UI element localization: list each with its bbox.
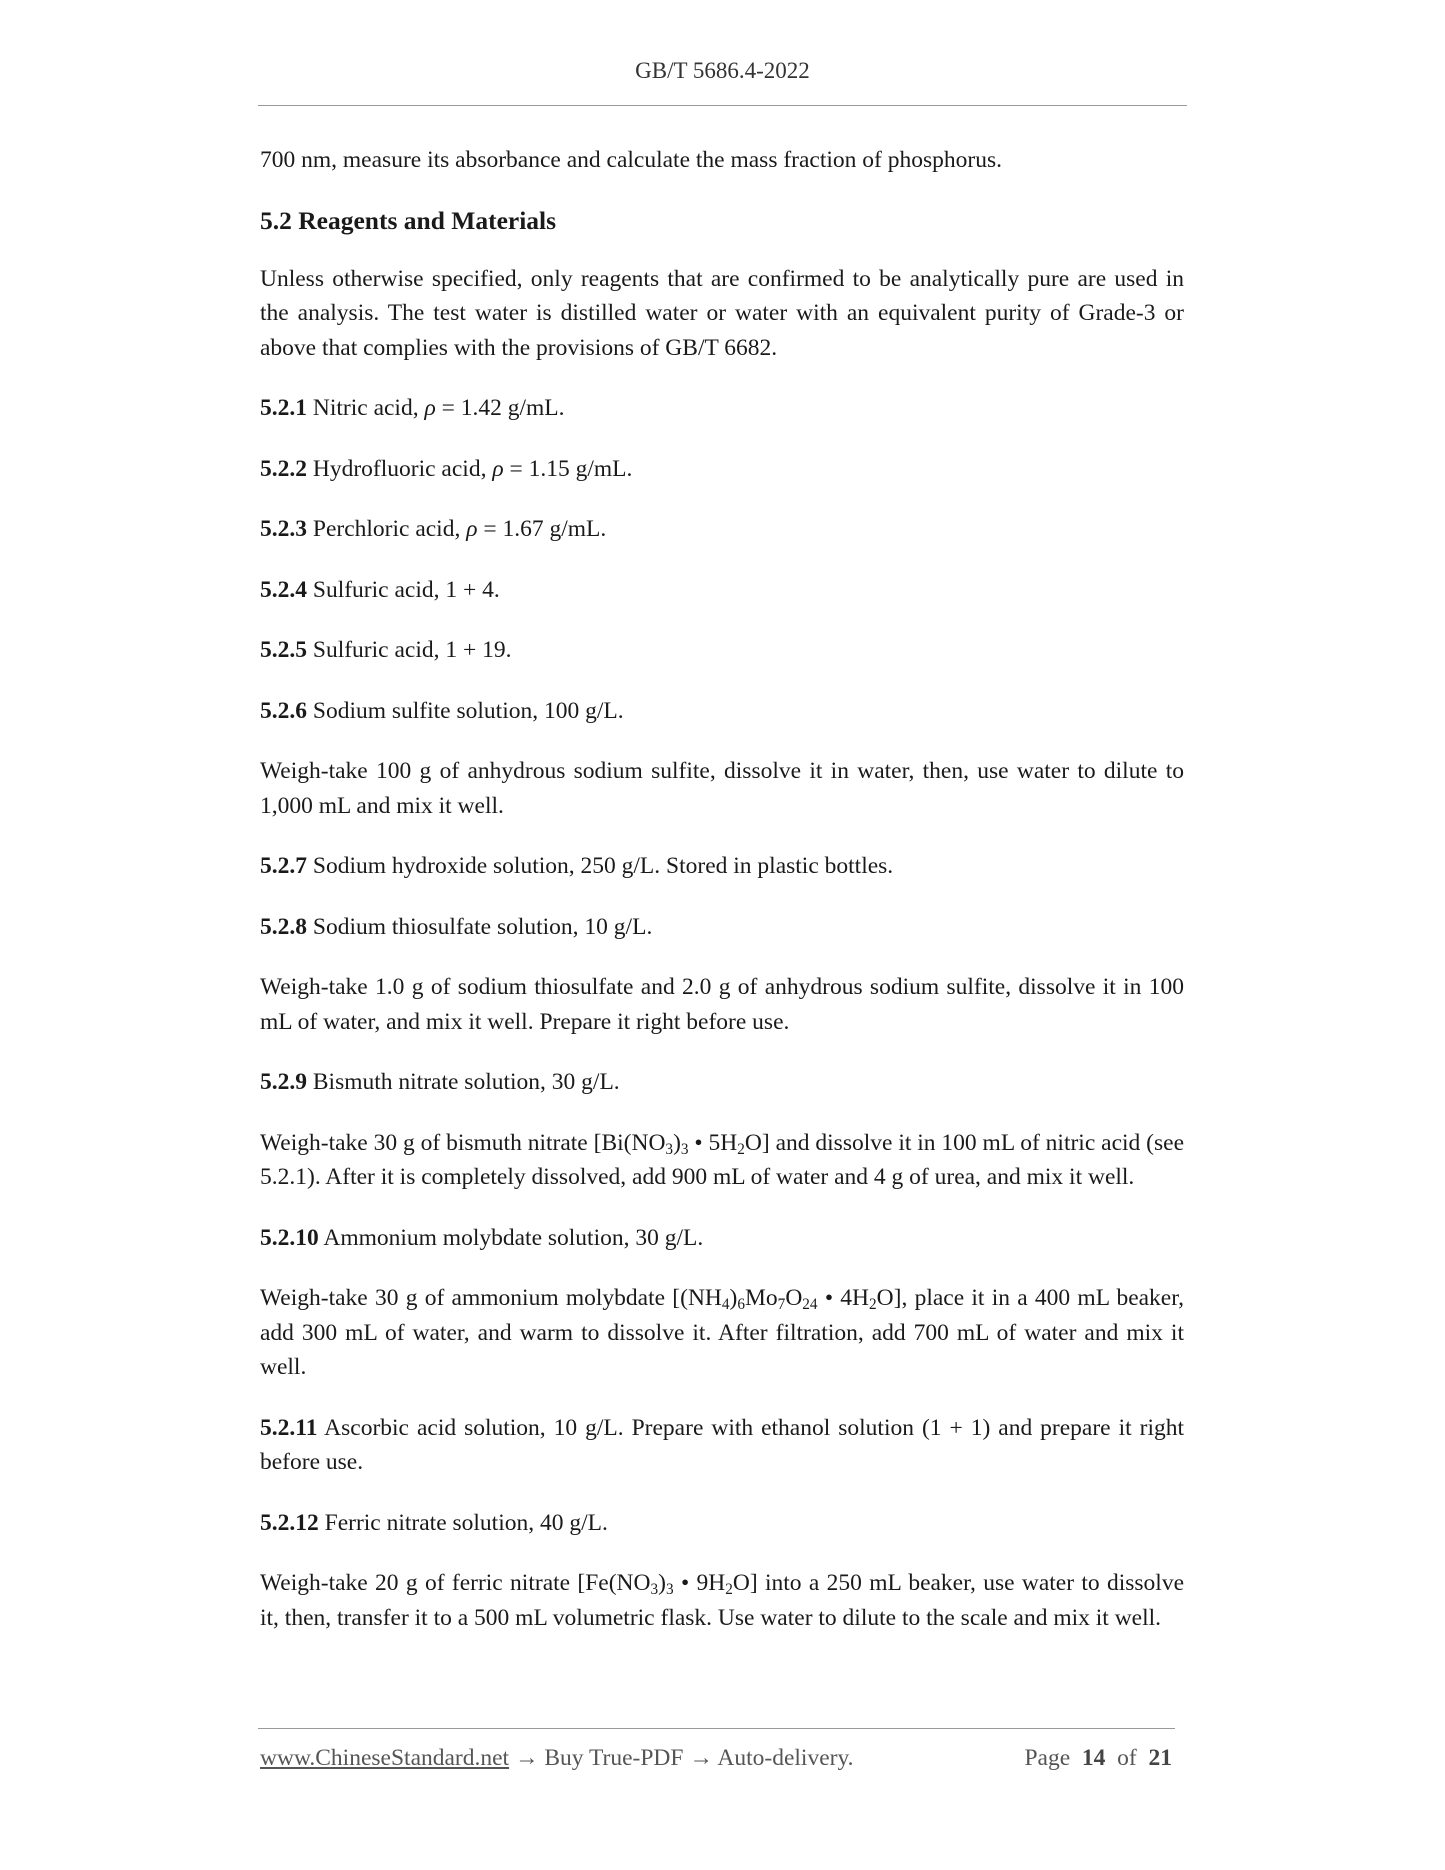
item-number: 5.2.7 [260, 853, 307, 879]
footer-tagline: → Buy True-PDF → Auto-delivery. [509, 1745, 854, 1771]
item-5-2-7: 5.2.7 Sodium hydroxide solution, 250 g/L. Stored in plastic bottles. [260, 853, 894, 879]
item-number: 5.2.3 [260, 516, 307, 542]
item-5-2-6: 5.2.6 Sodium sulfite solution, 100 g/L. [260, 697, 624, 724]
section-title: 5.2 Reagents and Materials [260, 205, 557, 235]
item-5-2-4: 5.2.4 Sulfuric acid, 1 + 4. [260, 576, 500, 603]
total-pages: 21 [1148, 1745, 1172, 1771]
item-number: 5.2.1 [260, 395, 307, 421]
item-5-2-10-description: Weigh-take 30 g of ammonium molybdate [$(NH_4)_6Mo_7O_{24}$ • $4H_2O$], place it in a 400 mL beaker, add 300 mL of water, and warm to dissolve it. After filtration, add 700 mL of water and mix it well. [260, 1285, 1184, 1380]
item-number: 5.2.12 [260, 1509, 319, 1536]
item-number: 5.2.11 [260, 1414, 318, 1441]
website-link[interactable]: www.ChineseStandard.net [260, 1745, 510, 1771]
item-5-2-8: 5.2.8 Sodium thiosulfate solution, 10 g/L. [260, 913, 653, 940]
page-footer [260, 1745, 1172, 1772]
rho-symbol: ρ [492, 455, 504, 482]
intro-paragraph: 700 nm, measure its absorbance and calculate the mass fraction of phosphorus. [260, 147, 1002, 173]
item-number: 5.2.5 [260, 637, 307, 663]
rho-symbol: ρ [424, 395, 436, 421]
page-indicator: Page 14 of 21 [1024, 1745, 1172, 1771]
item-number: 5.2.2 [260, 455, 307, 482]
rho-symbol: ρ [466, 516, 478, 542]
item-number: 5.2.9 [260, 1069, 307, 1095]
item-5-2-2: 5.2.2 Hydrofluoric acid, ρ = 1.15 g/mL. [260, 455, 633, 482]
item-5-2-11: 5.2.11 Ascorbic acid solution, 10 g/L. Prepare with ethanol solution (1 + 1) and prepare it right before use. [260, 1414, 1184, 1475]
section-intro: Unless otherwise specified, only reagents that are confirmed to be analytically pure are used in the analysis. The test water is distilled water or water with an equivalent purity of Grade-3 or above that complies with the provisions of GB/T 6682. [260, 265, 1184, 361]
header-divider [258, 105, 1187, 106]
item-number: 5.2.4 [260, 576, 307, 603]
document-body [260, 143, 1184, 1661]
footer-divider [258, 1728, 1175, 1729]
item-5-2-1: 5.2.1 Nitric acid, ρ = 1.42 g/mL. [260, 395, 565, 421]
item-5-2-5: 5.2.5 Sulfuric acid, 1 + 19. [260, 637, 512, 663]
item-5-2-10: 5.2.10 Ammonium molybdate solution, 30 g/L. [260, 1224, 704, 1251]
document-id-header: GB/T 5686.4-2022 [635, 58, 810, 83]
current-page: 14 [1081, 1745, 1106, 1771]
item-number: 5.2.10 [260, 1224, 319, 1251]
item-5-2-8-description: Weigh-take 1.0 g of sodium thiosulfate and 2.0 g of anhydrous sodium sulfite, dissolve it in 100 mL of water, and mix it well. Prepare it right before use. [260, 974, 1184, 1035]
item-5-2-12-description: Weigh-take 20 g of ferric nitrate [$Fe(NO_3)_3$ • $9H_2O$] into a 250 mL beaker, use water to dissolve it, then, transfer it to a 500 mL volumetric flask. Use water to dilute to the scale and mix it well. [260, 1570, 1184, 1631]
item-5-2-12: 5.2.12 Ferric nitrate solution, 40 g/L. [260, 1509, 608, 1536]
item-5-2-9-description: Weigh-take 30 g of bismuth nitrate [$Bi(NO_3)_3$ • $5H_2O$] and dissolve it in 100 mL of nitric acid (see 5.2.1). After it is completely dissolved, add 900 mL of water and 4 g of urea, and mix it well. [260, 1129, 1185, 1190]
item-5-2-9: 5.2.9 Bismuth nitrate solution, 30 g/L. [260, 1069, 620, 1095]
item-5-2-3: 5.2.3 Perchloric acid, ρ = 1.67 g/mL. [260, 516, 607, 542]
item-number: 5.2.6 [260, 697, 307, 724]
item-5-2-6-description: Weigh-take 100 g of anhydrous sodium sulfite, dissolve it in water, then, use water to dilute to 1,000 mL and mix it well. [260, 758, 1184, 819]
item-number: 5.2.8 [260, 913, 307, 940]
